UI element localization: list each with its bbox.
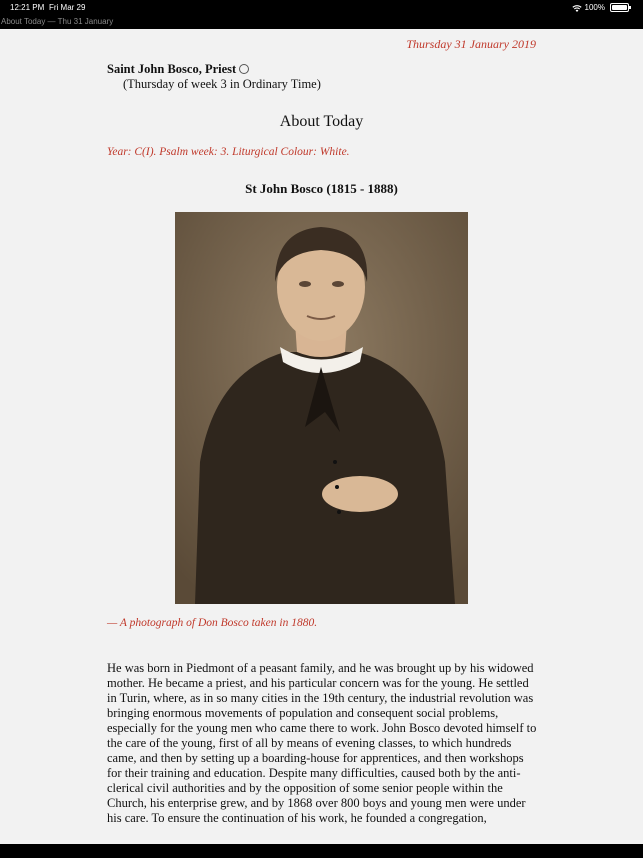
liturgical-info: Year: C(I). Psalm week: 3. Liturgical Colour: White. <box>107 146 350 158</box>
feast-title-text: Saint John Bosco, Priest <box>107 62 237 76</box>
saint-title: St John Bosco (1815 - 1888) <box>245 181 398 196</box>
body-text: He was born in Piedmont of a peasant family, and he was brought up by his widowed mother. He became a priest, and his particular concern was for the young. He settled in Turin, where, as in so many cities in the 19th century, the industrial revolution was bringing enormous movements of population and consequent social problems, especially for the young men who came there to work. John Bosco devoted himself to the care of the young, first of all by means of evening classes, to which hundreds came, and then by setting up a boarding-house for apprentices, and then workshops for their training and education. Despite many difficulties, caused both by the anti-clerical civil authorities and by the opposition of some senior people within the Church, his enterprise grew, and by 1868 over 800 boys and young men were under his care. To ensure the continuation of his work, he founded a congregation, <box>107 661 537 825</box>
battery-icon <box>610 3 629 12</box>
bottom-bar <box>0 844 643 858</box>
week-info: (Thursday of week 3 in Ordinary Time) <box>123 77 321 91</box>
nav-title[interactable]: About Today — Thu 31 January <box>1 17 114 26</box>
battery-percent: 100% <box>584 3 605 12</box>
photo-caption: — A photograph of Don Bosco taken in 1880. <box>107 617 318 629</box>
date-header: Thursday 31 January 2019 <box>406 37 536 51</box>
status-right <box>572 3 629 12</box>
status-time: 12:21 PM <box>10 3 45 12</box>
status-bar <box>0 0 643 29</box>
wifi-icon <box>572 4 582 12</box>
page-title: About Today <box>279 113 364 130</box>
feast-rank-circle-icon <box>239 64 249 74</box>
status-date: Fri Mar 29 <box>49 3 86 12</box>
saint-photo <box>175 212 468 604</box>
feast-title <box>107 62 249 77</box>
